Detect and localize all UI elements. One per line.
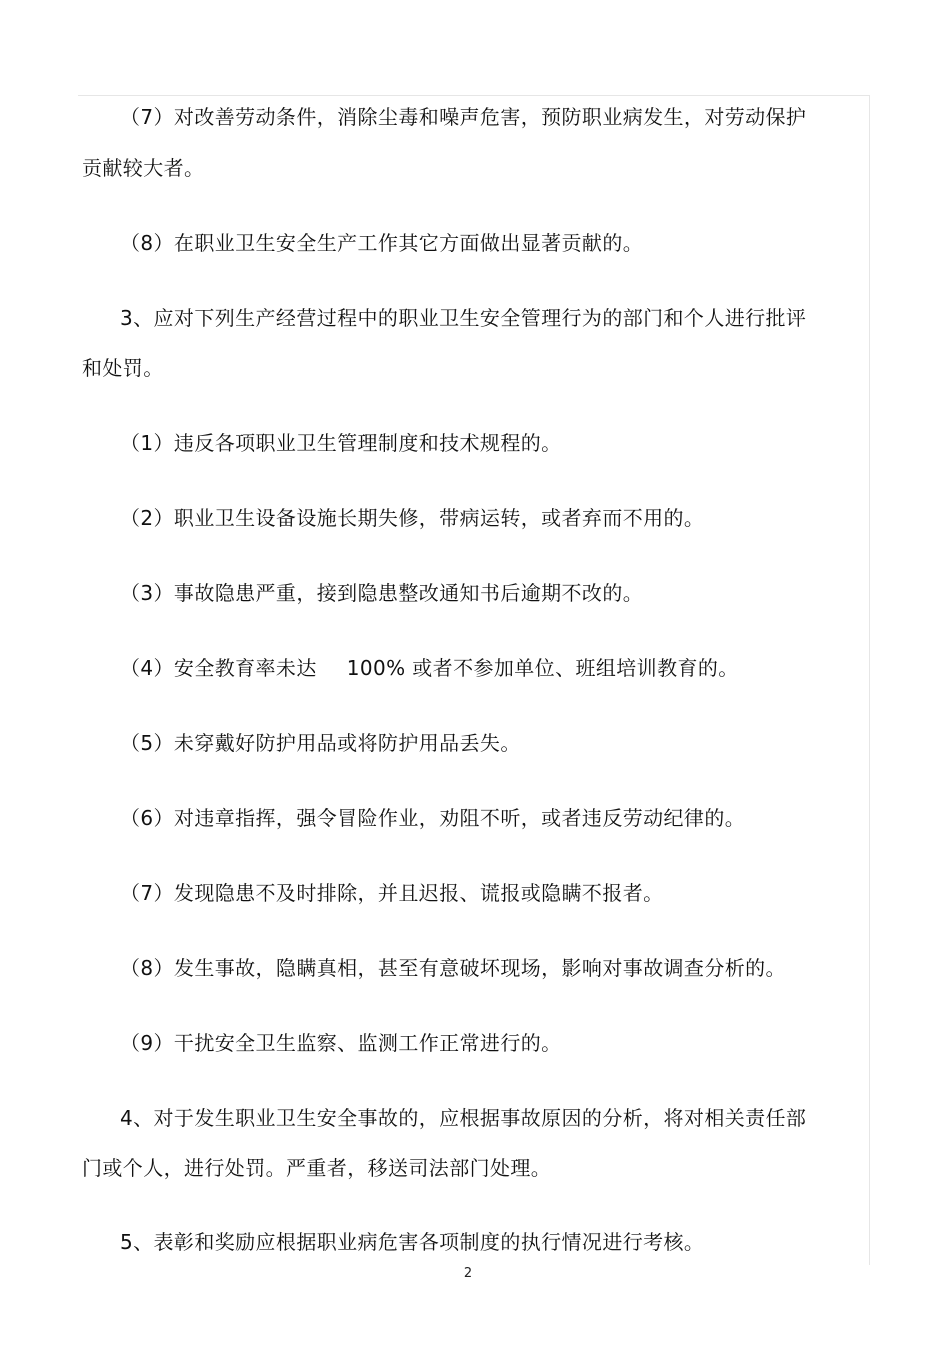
list-item-2: （2）职业卫生设备设施长期失修，带病运转，或者弃而不用的。 [120, 506, 705, 530]
list-item-4 [120, 655, 739, 681]
list-item-8: （8）发生事故，隐瞒真相，甚至有意破坏现场，影响对事故调查分析的。 [120, 956, 786, 980]
list-item-7: （7）发现隐患不及时排除，并且迟报、谎报或隐瞒不报者。 [120, 881, 664, 905]
section-5: 5、表彰和奖励应根据职业病危害各项制度的执行情况进行考核。 [120, 1230, 705, 1254]
paragraph-7-reward-line-2: 贡献较大者。 [82, 156, 205, 180]
paragraph-8-reward: （8）在职业卫生安全生产工作其它方面做出显著贡献的。 [120, 231, 644, 255]
list-item-4-part-1: （4）安全教育率未达 [120, 656, 317, 680]
section-4-line-2: 门或个人，进行处罚。严重者，移送司法部门处理。 [82, 1156, 552, 1180]
list-item-1: （1）违反各项职业卫生管理制度和技术规程的。 [120, 431, 562, 455]
list-item-9: （9）干扰安全卫生监察、监测工作正常进行的。 [120, 1031, 562, 1055]
list-item-5: （5）未穿戴好防护用品或将防护用品丢失。 [120, 731, 521, 755]
list-item-4-part-2: 或者不参加单位、班组培训教育的。 [412, 656, 739, 680]
section-3-heading-line-1: 3、应对下列生产经营过程中的职业卫生安全管理行为的部门和个人进行批评 [120, 306, 807, 330]
section-4-line-1: 4、对于发生职业卫生安全事故的，应根据事故原因的分析，将对相关责任部 [120, 1106, 807, 1130]
page-border-right [869, 95, 870, 1265]
paragraph-7-reward-line-1: （7）对改善劳动条件，消除尘毒和噪声危害，预防职业病发生，对劳动保护 [120, 105, 807, 129]
list-item-6: （6）对违章指挥，强令冒险作业，劝阻不听，或者违反劳动纪律的。 [120, 806, 746, 830]
page-border-top [78, 95, 870, 96]
list-item-4-percent: 100% [346, 656, 406, 680]
page-number: 2 [463, 1266, 473, 1281]
list-item-3: （3）事故隐患严重，接到隐患整改通知书后逾期不改的。 [120, 581, 644, 605]
section-3-heading-line-2: 和处罚。 [82, 356, 164, 380]
